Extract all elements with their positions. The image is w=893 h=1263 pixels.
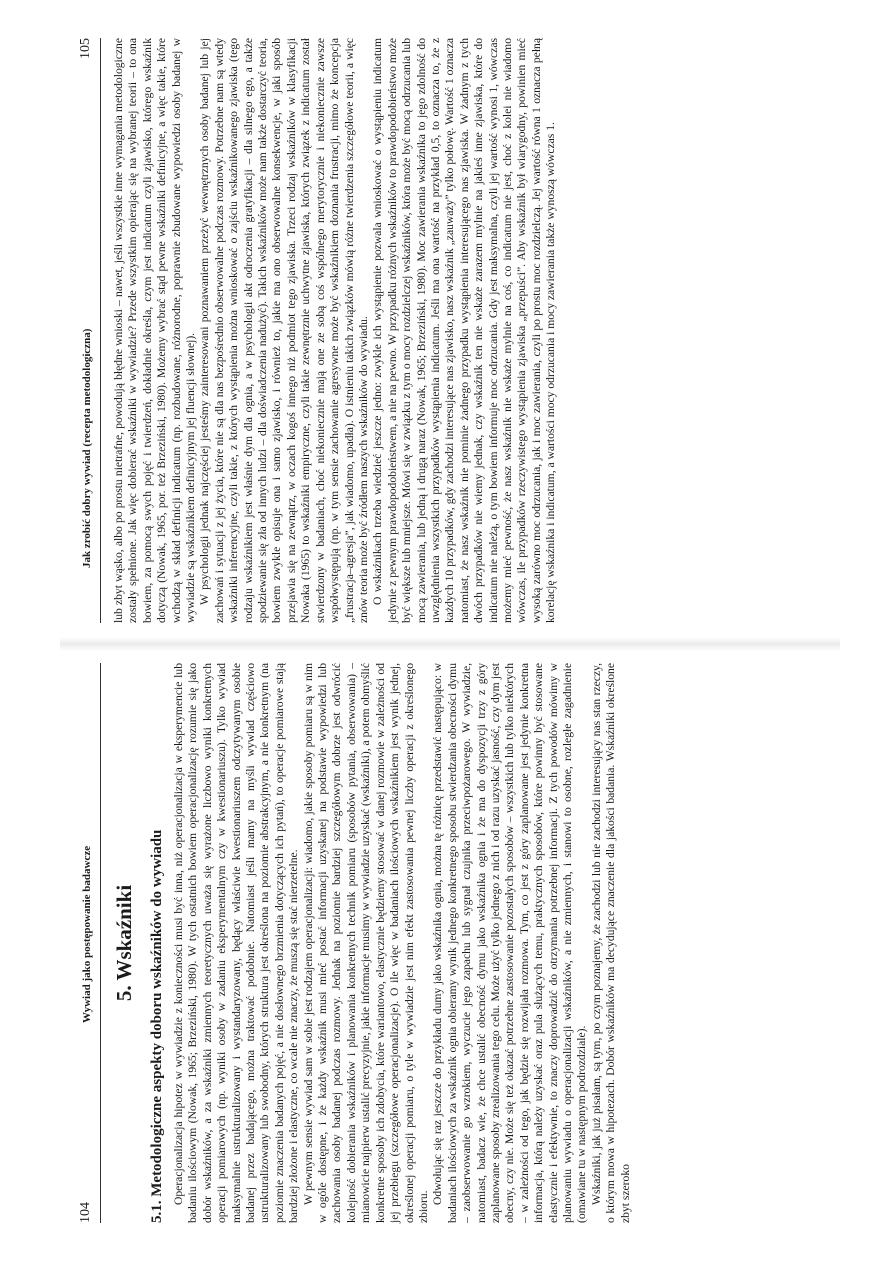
paragraph: W pewnym sensie wywiad sam w sobie jest rodzajem operacjonalizacji: wiadomo, jakie sposoby pomiaru są w nim w ogóle dostępne, i że każdy wskaźnik musi mieć postać informacji uzyskanej na podstawie wypowiedzi lub zachowania osoby badanej podczas rozmowy. Jednak na poziomie bardziej szczegółowym dobrze jest odwrócić kolejność dobierania wskaźników i planowania konkretnych technik pomiaru (sposobów pytania, obserwowania) – mianowicie najpierw ustalić precyzyjnie, jakie informacje musimy w wywiadzie uzyskać (wskaźniki), a potem obmyślić konkretne sposoby ich zdobycia, które wariantowo, elastycznie będziemy stosować w danej rozmowie w zależności od jej przebiegu (szczegółowe operacjonalizacje). O ile więc w badaniach ilościowych wskaźnikiem jest wynik jednej, określonej operacji pomiaru, o tyle w wywiadzie jest nim efekt zastosowania pewnej liczby operacji z określonego zbioru. — [301, 663, 430, 1223]
chapter-title: 5. Wskaźniki — [112, 884, 136, 1002]
left-page-body — [112, 663, 873, 1223]
right-page-body — [112, 38, 873, 623]
running-head: Wywiad jako postępowanie badawcze — [81, 845, 93, 1023]
paragraph: lub zbyt wąsko, albo po prostu nietrafne, powodują błędne wnioski – nawet, jeśli wszystkie inne wymagania metodologiczne zostały spełnione. Jak więc dobierać wskaźniki w wywiadzie? Przede wszystkim opierając się na wybranej teorii – to ona bowiem, za pomocą swych pojęć i twierdzeń, dokładnie określa, czym jest indicatum czyli zjawisko, którego wskaźnik dotyczą (Nowak, 1965, por. też Brzeziński, 1980). Możemy wybrać stąd pewne wskaźniki definicyjne, a więc takie, które wchodzą w skład definicji indicatum (np. rozbudowane, różnorodne, poprawnie zbudowane wypowiedzi osoby badanej w wywiadzie są wskaźnikiem definicyjnym jej fluencji słownej). — [112, 38, 198, 623]
right-page — [0, 38, 893, 623]
left-page — [0, 663, 893, 1223]
left-page-header — [78, 663, 101, 1223]
paragraph: Operacjonalizacja hipotez w wywiadzie z konieczności musi być inna, niż operacjonalizacja w eksperymencie lub badaniu ilościowym (Nowak, 1965; Brzeziński, 1980). W tych ostatnich bowiem operacjonalizację rozumie się jako dobór wskaźników, a za wskaźniki zmiennych teoretycznych uważa się wyrażone liczbowo wyniki konkretnych operacji pomiarowych (np. wyniki osoby w zadaniu eksperymentalnym czy w kwestionariuszu). Tylko wywiad maksymalnie ustrukturalizowany i wystandaryzowany, będący właściwie kwestionariuszem odczytywanym osobie badanej przez badającego, można traktować podobnie. Natomiast jeśli mamy na myśli wywiad częściowo ustrukturalizowany lub swobodny, których struktura jest określona na poziomie abstrakcyjnym, a nie konkretnym (na poziomie znaczenia badanych pojęć, a nie dosłownego brzmienia dotyczących ich pytań), to operacje pomiarowe stają bardziej złożone i elastyczne, co wcale nie znaczy, że muszą się stać nierzetelne. — [172, 663, 301, 1223]
paragraph: W psychologii jednak najczęściej jesteśmy zainteresowani poznawaniem przeżyć wewnętrznych osoby badanej lub jej zachowań i sytuacji z jej życia, które nie są dla nas bezpośrednio obserwowalne podczas rozmowy. Potrzebne nam są wtedy wskaźniki inferencyjne, czyli takie, z których wystąpienia można wnioskować o zajściu wskaźnikowanego zjawiska (tego rodzaju wskaźnikiem jest właśnie dym dla ognia, a w psychologii akt odroczenia gratyfikacji – dla silnego ego, a także spodziewanie się zła od innych ludzi – dla doświadczenia nadużyć). Takich wskaźników może nam także dostarczyć teoria, bowiem zwykle opisuje ona i samo zjawisko, i również to, jakie ma ono obserwowalne konsekwencje, w jaki sposób przejawia się na zewnątrz, w oczach kogoś innego niż podmiot tego zjawiska. Trzeci rodzaj wskaźników w klasyfikacji Nowaka (1965) to wskaźniki empiryczne, czyli takie zewnętrznie uchwytne zjawiska, których związek z indicatum został stwierdzony w badaniach, choć niekoniecznie mają one ze sobą coś wspólnego merytorycznie i niekoniecznie zawsze współwystępują (np. w tym sensie zachowanie agresywne może być wskaźnikiem doznania frustracji, mimo że koncepcja „frustracja–agresja”, jak wiadomo, upadła). O istnieniu takich związków mówią różne twierdzenia szczegółowe teorii, a więc znów teoria może być źródłem naszych wskaźników do wywiadu. — [198, 38, 370, 623]
book-gutter — [60, 637, 840, 651]
right-page-header — [78, 38, 101, 623]
running-head: Jak zrobić dobry wywiad (recepta metodologiczna) — [81, 328, 93, 568]
page-number: 105 — [78, 38, 93, 59]
paragraph: O wskaźnikach trzeba wiedzieć jeszcze jedno: zwykle ich wystąpienie pozwala wnioskować o wystąpieniu indicatum jedynie z pewnym prawdopodobieństwem, a nie na pewno. W przypadku różnych wskaźników to prawdopodobieństwo może być większe lub mniejsze. Mówi się w związku z tym o mocy rozdzielczej wskaźników, która może być mocą odrzucania lub mocą zawierania, lub jedną i drugą naraz (Nowak, 1965; Brzeziński, 1980). Moc zawierania wskaźnika to jego zdolność do uwzględnienia wszystkich przypadków wystąpienia indicatum. Jeśli ma ona wartość na przykład 0,5, to oznacza to, że z każdych 10 przypadków, gdy zachodzi interesujące nas zjawisko, nasz wskaźnik „zauważy” tylko połowę. Wartość 1 oznacza natomiast, że nasz wskaźnik nie pominie żadnego przypadku wystąpienia interesującego nas zjawiska. W żadnym z tych dwóch przypadków nie wiemy jednak, czy wskaźnik ten nie wskaże zarazem mylnie na jakieś inne zjawiska, które do indicatum nie należą, o tym bowiem informuje moc odrzucania. Gdy jest maksymalna, czyli jej wartość wynosi 1, wówczas możemy mieć pewność, że nasz wskaźnik nie wskaże mylnie na coś, co indicatum nie jest, choć z kolei nie wiadomo wówczas, ile przypadków rzeczywistego wystąpienia zjawiska „przepuści”. Aby wskaźnik był wiarygodny, powinien mieć wysoką zarówno moc odrzucania, jak i moc zawierania, czyli po prostu moc rozdzielczą. Jej wartość równa 1 oznacza pełną korelację wskaźnika i indicatum, a wartości mocy odrzucania i mocy zawierania także wynoszą wówczas 1. — [371, 38, 558, 623]
section-title: 5.1. Metodologiczne aspekty doboru wskaźników do wywiadu — [149, 829, 165, 1223]
paragraph: Wskaźniki, jak już pisałam, są tym, po czym poznajemy, że zachodzi lub nie zachodzi interesujący nas stan rzeczy, o którym mowa w hipotezach. Dobór wskaźników ma decydujące znaczenie dla jakości badania. Wskaźniki określone zbyt szeroko — [589, 663, 632, 1223]
paragraph: Odwołując się raz jeszcze do przykładu dumy jako wskaźnika ognia, można tę różnicę przedstawić następująco: w badaniach ilościowych za wskaźnik ognia obieramy wynik jednego konkretnego sposobu stwierdzania obecności dymu – zaobserwowanie go wzrokiem, wyczucie jego zapachu lub sygnał czujnika przeciwpożarowego. W wywiadzie, natomiast, badacz wie, że chce ustalić obecność dymu jako wskaźnika ognia i że ma do dyspozycji trzy z góry zaplanowane sposoby zrealizowania tego celu. Może użyć tylko jednego z nich i od razu uzyskać jasność, czy dym jest obecny, czy nie. Może się też okazać potrzebne zastosowanie pozostałych sposobów – wszystkich lub tylko niektórych – w zależności od tego, jak będzie się rozwijała rozmowa. Tym, co jest z góry zaplanowane jest jedynie konkretna informacja, którą należy uzyskać oraz pula służących temu, praktycznych sposobów, które powinny być stosowane elastycznie i efektywnie, to znaczy doprowadzić do otrzymania potrzebnej informacji. Z tych powodów mówimy w planowaniu wywiadu o operacjonalizacji wskaźników, a nie zmiennych, i stanowi to osobne, rozległe zagadnienie (omawiane tu w następnym podrozdziale). — [431, 663, 589, 1223]
page-number: 104 — [78, 1202, 93, 1223]
